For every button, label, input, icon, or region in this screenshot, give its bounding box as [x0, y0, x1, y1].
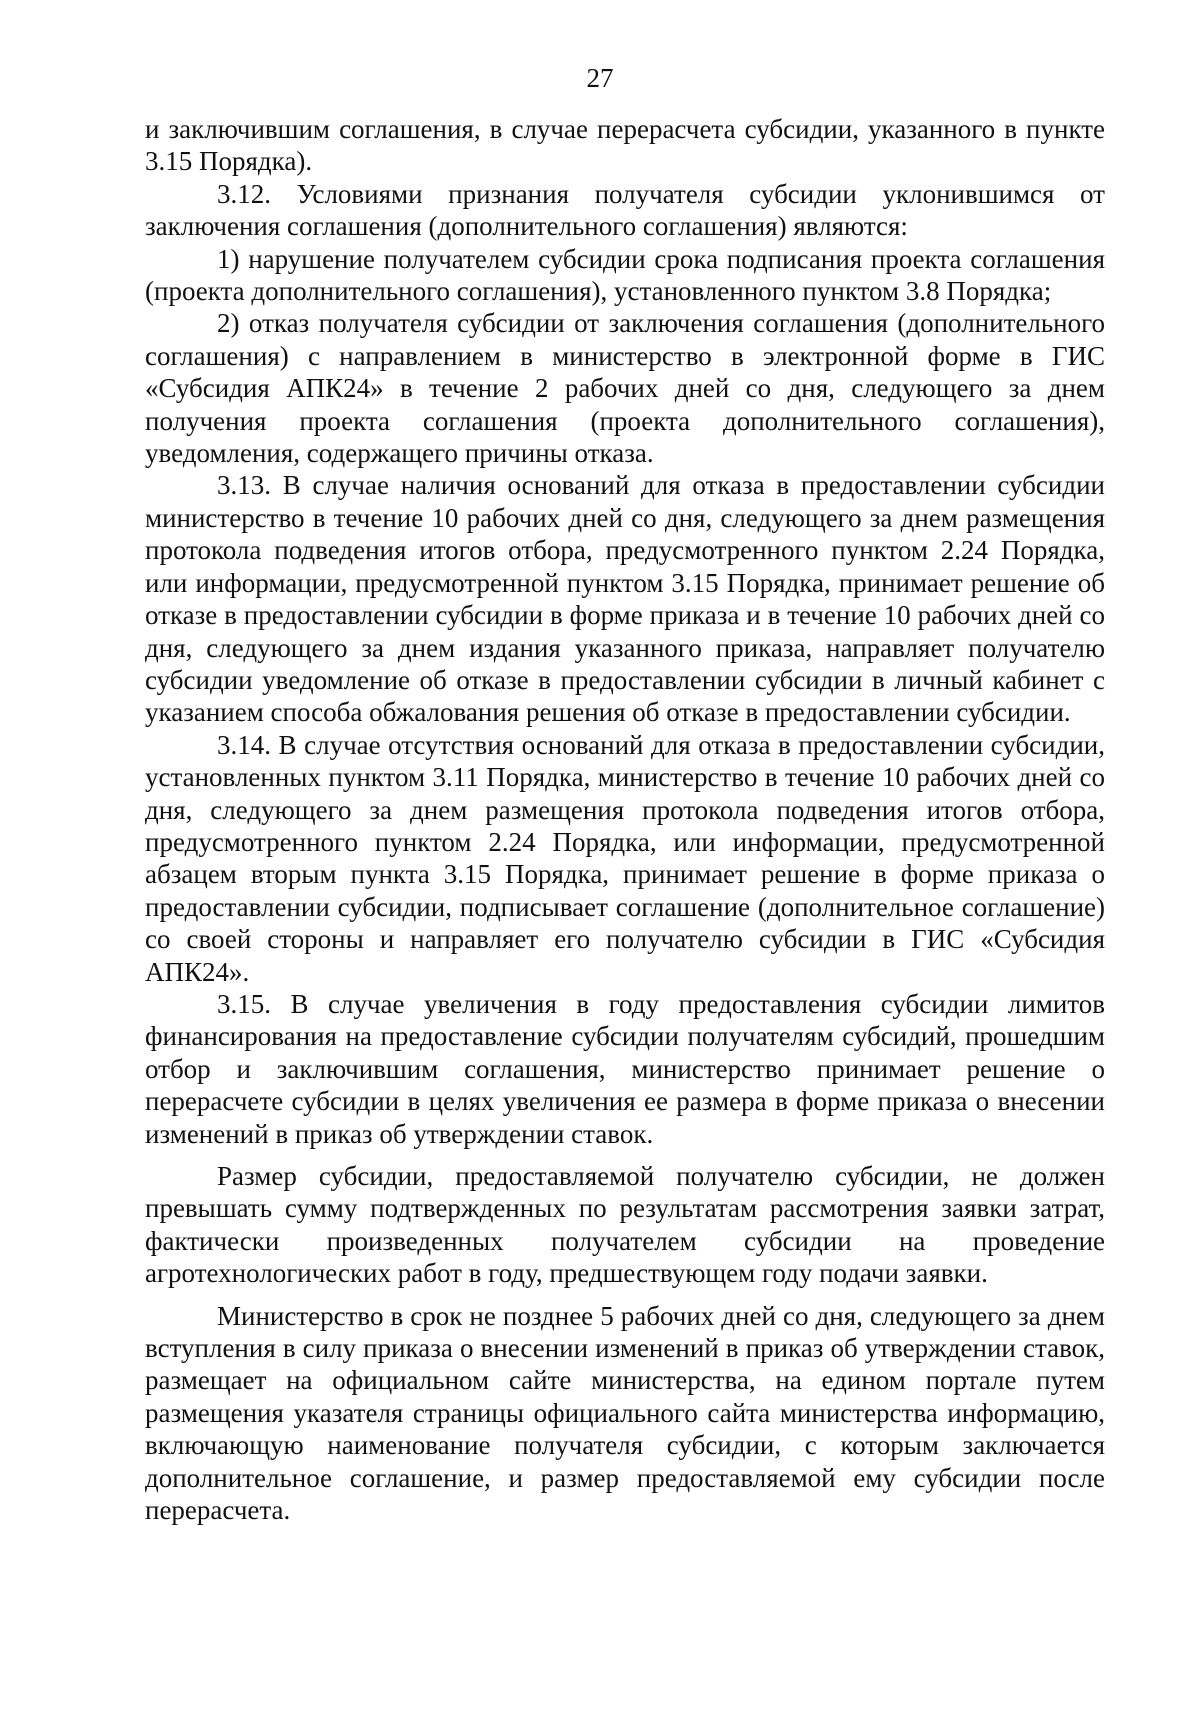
- paragraph-ministry-publication: Министерство в срок не позднее 5 рабочих дней со дня, следующего за днем вступления в силу приказа о внесении изменений в приказ об утверждении ставок, размещает на официальном сайте министерства, на едином портале путем размещения указателя страницы официального сайта министерства информацию, включающую наименование получателя субсидии, с которым заключается дополнительное соглашение, и размер предоставляемой ему субсидии после перерасчета.: [145, 1300, 1105, 1526]
- paragraph-3-14: 3.14. В случае отсутствия оснований для отказа в предоставлении субсидии, установленных пунктом 3.11 Порядка, министерство в течение 10 рабочих дней со дня, следующего за днем размещения протокола подведения итогов отбора, предусмотренного пунктом 2.24 Порядка, или информации, предусмотренной абзацем вторым пункта 3.15 Порядка, принимает решение в форме приказа о предоставлении субсидии, подписывает соглашение (дополнительное соглашение) со своей стороны и направляет его получателю субсидии в ГИС «Субсидия АПК24».: [145, 729, 1105, 987]
- paragraph-subsidy-size: Размер субсидии, предоставляемой получателю субсидии, не должен превышать сумму подтвержденных по результатам рассмотрения заявки затрат, фактически произведенных получателем субсидии на проведение агротехнологических работ в году, предшествующем году подачи заявки.: [145, 1161, 1105, 1289]
- paragraph-3-13: 3.13. В случае наличия оснований для отказа в предоставлении субсидии министерство в течение 10 рабочих дней со дня, следующего за днем размещения протокола подведения итогов отбора, предусмотренного пунктом 2.24 Порядка, или информации, предусмотренной пунктом 3.15 Порядка, принимает решение об отказе в предоставлении субсидии в форме приказа и в течение 10 рабочих дней со дня, следующего за днем издания указанного приказа, направляет получателю субсидии уведомление об отказе в предоставлении субсидии в личный кабинет с указанием способа обжалования решения об отказе в предоставлении субсидии.: [145, 470, 1105, 728]
- list-item-2: 2) отказ получателя субсидии от заключения соглашения (дополнительного соглашения) с направлением в министерство в электронной форме в ГИС «Субсидия АПК24» в течение 2 рабочих дней со дня, следующего за днем получения проекта соглашения (проекта дополнительного соглашения), уведомления, содержащего причины отказа.: [145, 308, 1105, 469]
- paragraph-3-12: 3.12. Условиями признания получателя субсидии уклонившимся от заключения соглашения (дополнительного соглашения) являются:: [145, 178, 1105, 242]
- document-body: [145, 113, 1105, 1526]
- paragraph-continuation: и заключившим соглашения, в случае перерасчета субсидии, указанного в пункте 3.15 Порядка).: [145, 114, 1105, 177]
- paragraph-3-15: 3.15. В случае увеличения в году предоставления субсидии лимитов финансирования на предоставление субсидии получателям субсидий, прошедшим отбор и заключившим соглашения, министерство принимает решение о перерасчете субсидии в целях увеличения ее размера в форме приказа о внесении изменений в приказ об утверждении ставок.: [145, 988, 1105, 1149]
- list-item-1: 1) нарушение получателем субсидии срока подписания проекта соглашения (проекта дополнительного соглашения), установленного пунктом 3.8 Порядка;: [145, 243, 1105, 307]
- page-number: 27: [586, 63, 614, 93]
